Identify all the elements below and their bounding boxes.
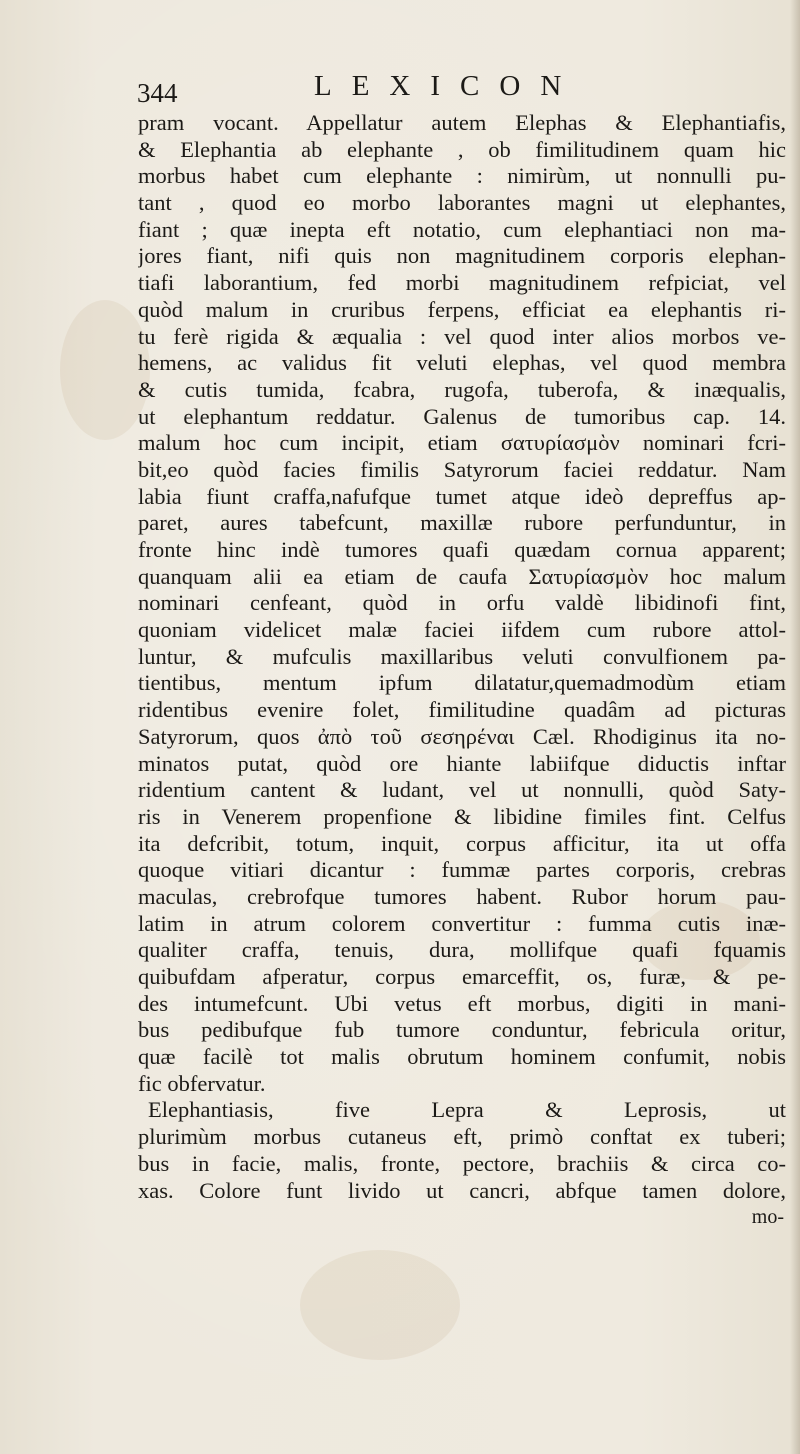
text-line: ita defcribit, totum, inquit, corpus afficitur, ita ut offa bbox=[138, 830, 786, 856]
text-line: hemens, ac validus fit veluti elephas, vel quod membra bbox=[138, 350, 786, 376]
text-line: quanquam alii ea etiam de caufa Σατυρίασμὸν hoc malum bbox=[138, 563, 786, 589]
text-line: latim in atrum colorem convertitur : fumma cutis inæ- bbox=[138, 910, 786, 936]
paper-stain bbox=[300, 1250, 460, 1360]
text-line: ut elephantum reddatur. Galenus de tumoribus cap. 14. bbox=[138, 403, 786, 429]
text-line: & Elephantia ab elephante , ob fimilitudinem quam hic bbox=[138, 136, 786, 162]
text-line: tant , quod eo morbo laborantes magni ut elephantes, bbox=[138, 190, 786, 216]
page-number: 344 bbox=[137, 78, 178, 108]
text-line: nominari cenfeant, quòd in orfu valdè libidinofi fint, bbox=[138, 590, 786, 616]
running-head: LEXICON bbox=[314, 70, 582, 102]
text-line: fronte hinc indè tumores quafi quædam cornua apparent; bbox=[138, 537, 786, 562]
text-line: tientibus, mentum ipfum dilatatur,quemadmodùm etiam bbox=[138, 670, 786, 696]
text-line: fic obfervatur. bbox=[138, 1070, 266, 1096]
text-line: xas. Colore funt livido ut cancri, abfque tamen dolore, bbox=[138, 1177, 786, 1203]
text-line: ridentibus evenire folet, fimilitudine quadâm ad picturas bbox=[138, 697, 786, 723]
text-line: bus in facie, malis, fronte, pectore, brachiis & circa co- bbox=[138, 1150, 786, 1176]
text-line: quoque vitiari dicantur : fummæ partes corporis, crebras bbox=[138, 857, 786, 883]
text-line: ris in Venerem propenfione & libidine fimiles fint. Celfus bbox=[138, 803, 786, 829]
text-line: quibufdam afperatur, corpus emarceffit, os, furæ, & pe- bbox=[138, 964, 786, 989]
text-line: luntur, & mufculis maxillaribus veluti convulfionem pa- bbox=[138, 643, 786, 669]
text-line: tiafi laborantium, fed morbi magnitudinem refpiciat, vel bbox=[138, 270, 786, 296]
text-line: bus pedibufque fub tumore conduntur, febricula oritur, bbox=[138, 1017, 786, 1043]
text-line: tu ferè rigida & æqualia : vel quod inter alios morbos ve- bbox=[138, 323, 786, 349]
page-header bbox=[137, 70, 657, 110]
text-line: jores fiant, nifi quis non magnitudinem corporis elephan- bbox=[138, 243, 786, 269]
text-line: bit,eo quòd facies fimilis Satyrorum faciei reddatur. Nam bbox=[138, 456, 786, 482]
catchword: mo- bbox=[751, 1206, 784, 1229]
text-line: paret, aures tabefcunt, maxillæ rubore perfunduntur, in bbox=[138, 510, 786, 536]
text-line: labia fiunt craffa,nafufque tumet atque ideò depreffus ap- bbox=[138, 483, 786, 509]
text-line: des intumefcunt. Ubi vetus eft morbus, digiti in mani- bbox=[138, 990, 786, 1016]
body-text bbox=[138, 110, 786, 1231]
text-line: plurimùm morbus cutaneus eft, primò conftat ex tuberi; bbox=[138, 1124, 786, 1150]
text-line: minatos putat, quòd ore hiante labiifque diductis inftar bbox=[138, 750, 786, 776]
text-line: quæ facilè tot malis obrutum hominem confumit, nobis bbox=[138, 1044, 786, 1070]
text-line: ridentium cantent & ludant, vel ut nonnulli, quòd Saty- bbox=[138, 777, 786, 803]
entry-heading-line: Elephantiasis, five Lepra & Leprosis, ut bbox=[148, 1097, 786, 1123]
text-line: & cutis tumida, fcabra, rugofa, tuberofa, & inæqualis, bbox=[138, 376, 786, 402]
text-line: maculas, crebrofque tumores habent. Rubor horum pau- bbox=[138, 883, 786, 909]
text-line: Satyrorum, quos ἀπὸ τοῦ σεσηρέναι Cæl. Rhodiginus ita no- bbox=[138, 723, 786, 749]
text-line: quoniam videlicet malæ faciei iifdem cum rubore attol- bbox=[138, 617, 786, 643]
text-line: fiant ; quæ inepta eft notatio, cum elephantiaci non ma- bbox=[138, 216, 786, 242]
text-line: morbus habet cum elephante : nimirùm, ut nonnulli pu- bbox=[138, 163, 786, 189]
text-line: pram vocant. Appellatur autem Elephas & Elephantiafis, bbox=[138, 110, 786, 135]
paper-stain bbox=[60, 300, 150, 440]
text-line: qualiter craffa, tenuis, dura, mollifque quafi fquamis bbox=[138, 937, 786, 963]
text-line: quòd malum in cruribus ferpens, efficiat ea elephantis ri- bbox=[138, 296, 786, 322]
page-edge-shadow bbox=[790, 0, 800, 1454]
text-line: malum hoc cum incipit, etiam σατυρίασμὸν nominari fcri- bbox=[138, 430, 786, 456]
